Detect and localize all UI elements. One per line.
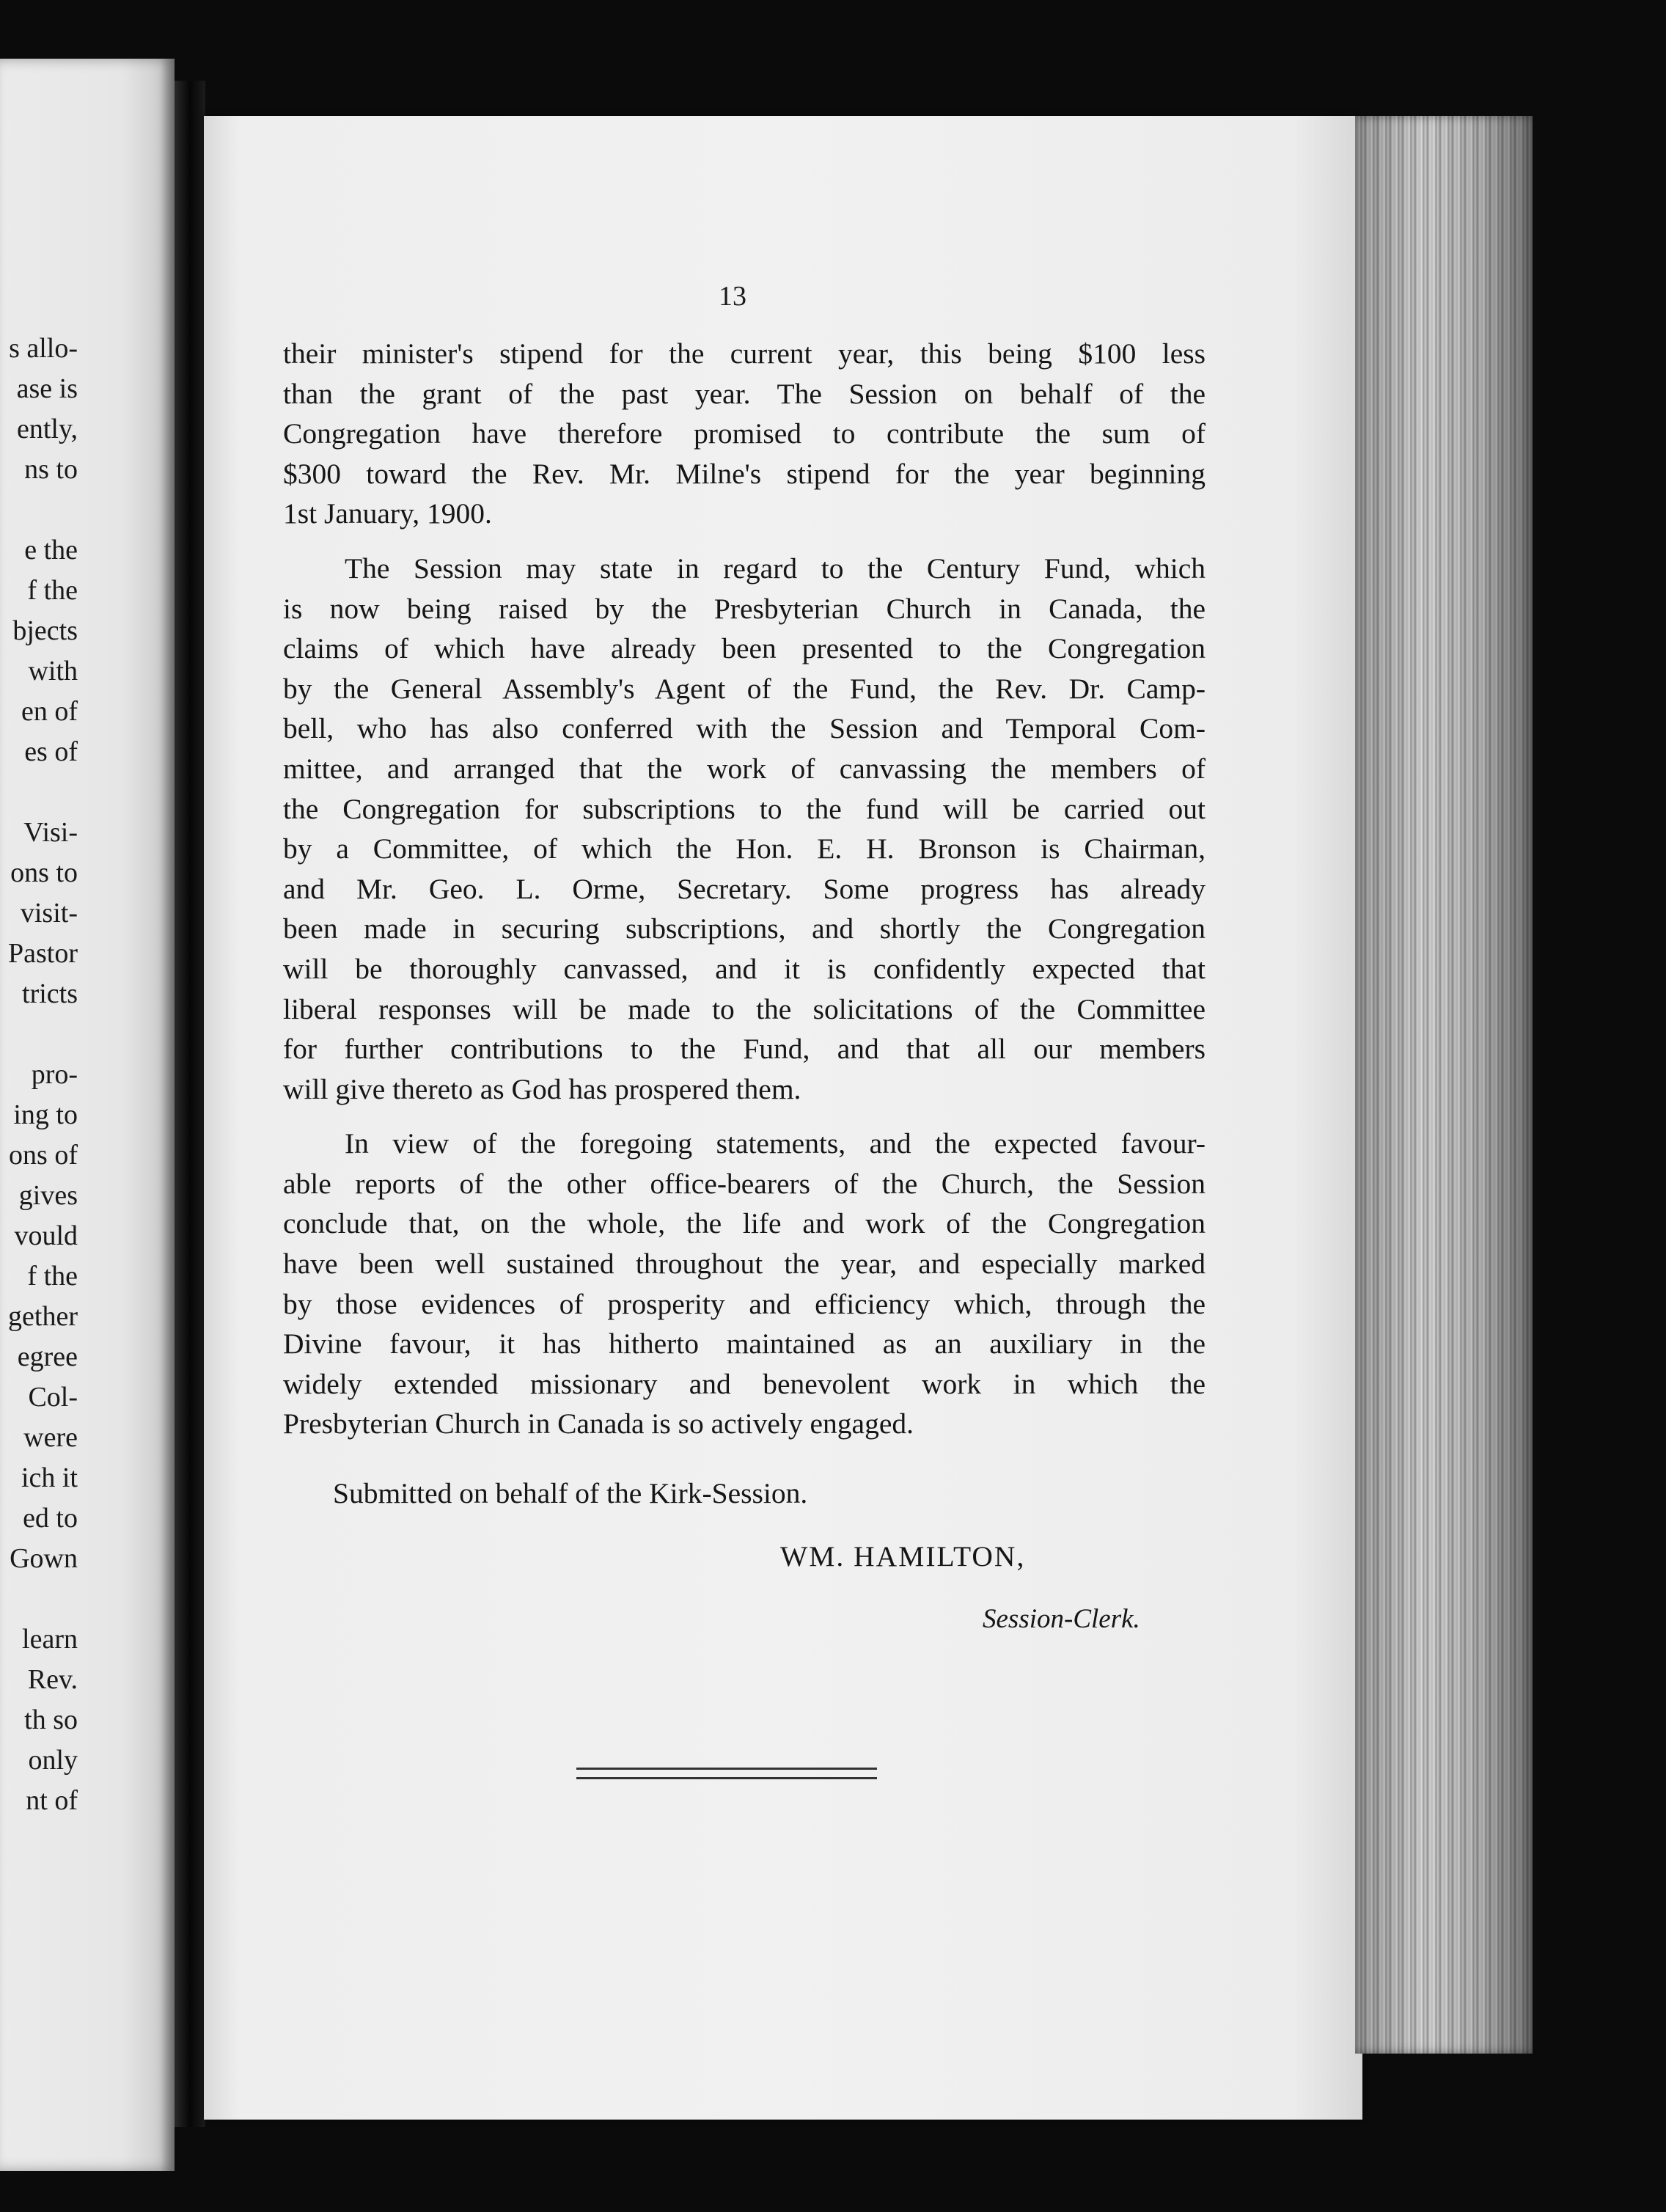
previous-page-line: f the (27, 1261, 78, 1292)
body-line: will be thoroughly canvassed, and it is confidently expected that (283, 952, 1206, 985)
previous-page-line: Rev. (27, 1664, 78, 1695)
previous-page-line: nt of (26, 1785, 78, 1816)
body-line: and Mr. Geo. L. Orme, Secretary. Some progress has already (283, 872, 1206, 905)
previous-page-line: Col- (28, 1382, 78, 1413)
previous-page-line: gives (18, 1180, 78, 1211)
previous-page-line: en of (21, 696, 78, 727)
body-line: Congregation have therefore promised to contribute the sum of (283, 417, 1206, 450)
previous-page-line: visit- (20, 898, 78, 929)
previous-page-line: th so (24, 1704, 78, 1735)
body-line: liberal responses will be made to the solicitations of the Committee (283, 992, 1206, 1025)
previous-page-line: ed to (23, 1503, 78, 1534)
body-line: have been well sustained throughout the year, and especially marked (283, 1248, 1206, 1281)
body-line: Presbyterian Church in Canada is so actively engaged. (283, 1407, 914, 1440)
previous-page-line: with (28, 656, 78, 686)
previous-page-line: ons of (9, 1140, 78, 1171)
body-line: The Session may state in regard to the Century Fund, which (345, 552, 1206, 585)
line-gap (8, 1014, 78, 1055)
previous-page-line: ently, (16, 414, 78, 444)
previous-page-line: e the (24, 535, 78, 565)
body-line: mittee, and arranged that the work of canvassing the members of (283, 752, 1206, 785)
signature-name: WM. HAMILTON, (780, 1540, 1026, 1572)
body-line: for further contributions to the Fund, and that all our members (283, 1033, 1206, 1066)
body-text (283, 334, 1206, 1444)
previous-page-line: ns to (24, 454, 78, 485)
page-number: 13 (719, 281, 746, 312)
body-line: Divine favour, it has hitherto maintained as an auxiliary in the (283, 1327, 1206, 1360)
previous-page-line: ons to (10, 857, 78, 888)
line-gap (8, 490, 78, 530)
previous-page-line: vould (14, 1220, 78, 1251)
previous-page-line: s allo- (9, 333, 78, 364)
signature-title: Session-Clerk. (983, 1604, 1140, 1634)
previous-page-line: f the (27, 575, 78, 606)
body-line: claims of which have already been presented to the Congregation (283, 632, 1206, 665)
previous-page-line: Gown (10, 1543, 78, 1574)
line-gap (8, 772, 78, 813)
body-line: the Congregation for subscriptions to the fund will be carried out (283, 792, 1206, 825)
previous-page-line: ich it (21, 1462, 78, 1493)
line-gap (8, 1579, 78, 1619)
previous-page-line: pro- (31, 1059, 78, 1090)
body-line: able reports of the other office-bearers of the Church, the Session (283, 1167, 1206, 1200)
body-line: their minister's stipend for the current year, this being $100 less (283, 337, 1206, 370)
previous-page-line: bjects (12, 615, 78, 646)
page-edges-shadow (1355, 116, 1533, 2054)
previous-page-line: ase is (16, 373, 78, 404)
previous-page-line: gether (8, 1301, 78, 1332)
book-gutter (175, 81, 205, 2127)
body-line: is now being raised by the Presbyterian Church in Canada, the (283, 592, 1206, 625)
previous-page-line: ing to (13, 1099, 78, 1130)
previous-page-line: es of (24, 736, 78, 767)
previous-page-line: tricts (22, 978, 78, 1009)
body-line: widely extended missionary and benevolent work in which the (283, 1367, 1206, 1400)
previous-page-line: Pastor (8, 938, 78, 969)
previous-page-text (8, 329, 78, 1821)
body-line: been made in securing subscriptions, and shortly the Congregation (283, 912, 1206, 945)
body-line: bell, who has also conferred with the Session and Temporal Com- (283, 712, 1206, 745)
previous-page-line: learn (22, 1624, 78, 1655)
previous-page (0, 59, 175, 2171)
body-line: than the grant of the past year. The Session on behalf of the (283, 377, 1206, 410)
previous-page-line: were (23, 1422, 78, 1453)
body-line: 1st January, 1900. (283, 497, 492, 530)
body-line: by those evidences of prosperity and efficiency which, through the (283, 1287, 1206, 1320)
body-line: will give thereto as God has prospered them. (283, 1072, 801, 1105)
submitted-line: Submitted on behalf of the Kirk-Session. (333, 1477, 808, 1509)
body-line: by a Committee, of which the Hon. E. H. Bronson is Chairman, (283, 832, 1206, 865)
body-line: In view of the foregoing statements, and the expected favour- (345, 1127, 1206, 1160)
closing-rule (576, 1768, 877, 1779)
previous-page-line: egree (17, 1341, 78, 1372)
body-line: $300 toward the Rev. Mr. Milne's stipend for the year beginning (283, 457, 1206, 490)
body-line: conclude that, on the whole, the life and work of the Congregation (283, 1207, 1206, 1240)
body-line: by the General Assembly's Agent of the Fund, the Rev. Dr. Camp- (283, 672, 1206, 705)
previous-page-line: only (28, 1745, 78, 1776)
previous-page-line: Visi- (23, 817, 78, 848)
